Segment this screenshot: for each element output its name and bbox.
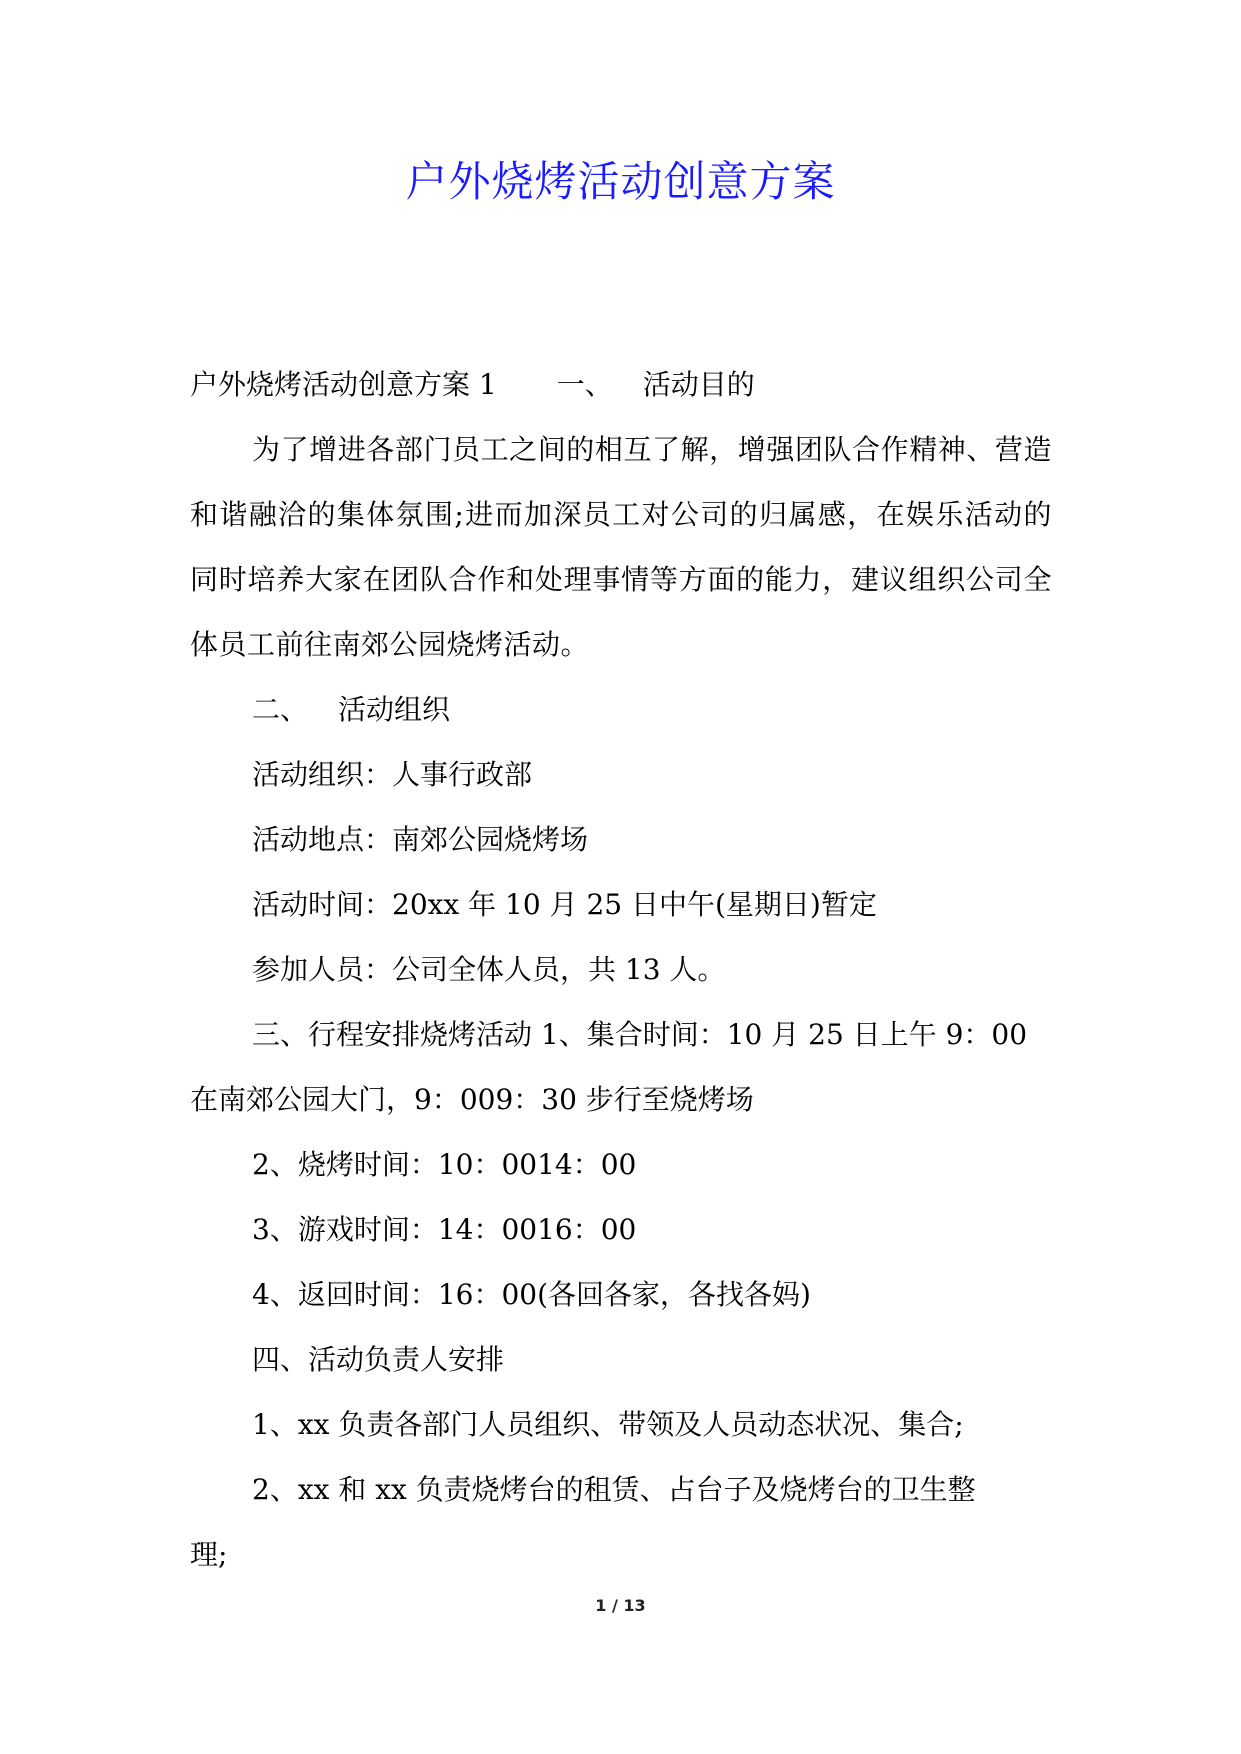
schedule-intro-line: 三、行程安排烧烤活动 1、集合时间：10 月 25 日上午 9：00 (252, 1018, 1028, 1051)
participants-line: 参加人员：公司全体人员，共 13 人。 (252, 953, 726, 986)
document-subtitle: 户外烧烤活动创意方案 1 (190, 368, 497, 401)
time-line: 活动时间：20xx 年 10 月 25 日中午(星期日)暂定 (252, 888, 877, 921)
subtitle-line (190, 352, 1052, 417)
section-4-heading: 四、活动负责人安排 (252, 1343, 505, 1376)
page-number: 1 / 13 (595, 1596, 646, 1615)
section-2-heading: 活动组织 (338, 693, 451, 726)
location-line: 活动地点：南郊公园烧烤场 (252, 823, 589, 856)
responsibility-item-2-continuation: 理; (190, 1538, 228, 1571)
purpose-paragraph: 为了增进各部门员工之间的相互了解，增强团队合作精神、营造和谐融洽的集体氛围;进而加深员工对公司的归属感，在娱乐活动的同时培养大家在团队合作和处理事情等方面的能力，建议组织公司全体员工前往南郊公园烧烤活动。 (190, 433, 1052, 661)
schedule-intro-continuation: 在南郊公园大门，9：009：30 步行至烧烤场 (190, 1083, 754, 1116)
responsibility-item-1: 1、xx 负责各部门人员组织、带领及人员动态状况、集合; (252, 1408, 964, 1441)
responsibility-item-2: 2、xx 和 xx 负责烧烤台的租赁、占台子及烧烤台的卫生整 (252, 1473, 976, 1506)
schedule-item-4: 4、返回时间：16：00(各回各家，各找各妈) (252, 1278, 811, 1311)
section-2-number: 二、 (252, 693, 309, 726)
section-2-heading-line (190, 677, 1052, 742)
page-title: 户外烧烤活动创意方案 (405, 157, 836, 206)
section-1-number: 一、 (556, 368, 613, 401)
organizer-line: 活动组织：人事行政部 (252, 758, 533, 791)
schedule-item-3: 3、游戏时间：14：0016：00 (252, 1213, 637, 1246)
schedule-item-2: 2、烧烤时间：10：0014：00 (252, 1148, 637, 1181)
section-1-heading: 活动目的 (642, 368, 755, 401)
document-body (190, 352, 1052, 1587)
